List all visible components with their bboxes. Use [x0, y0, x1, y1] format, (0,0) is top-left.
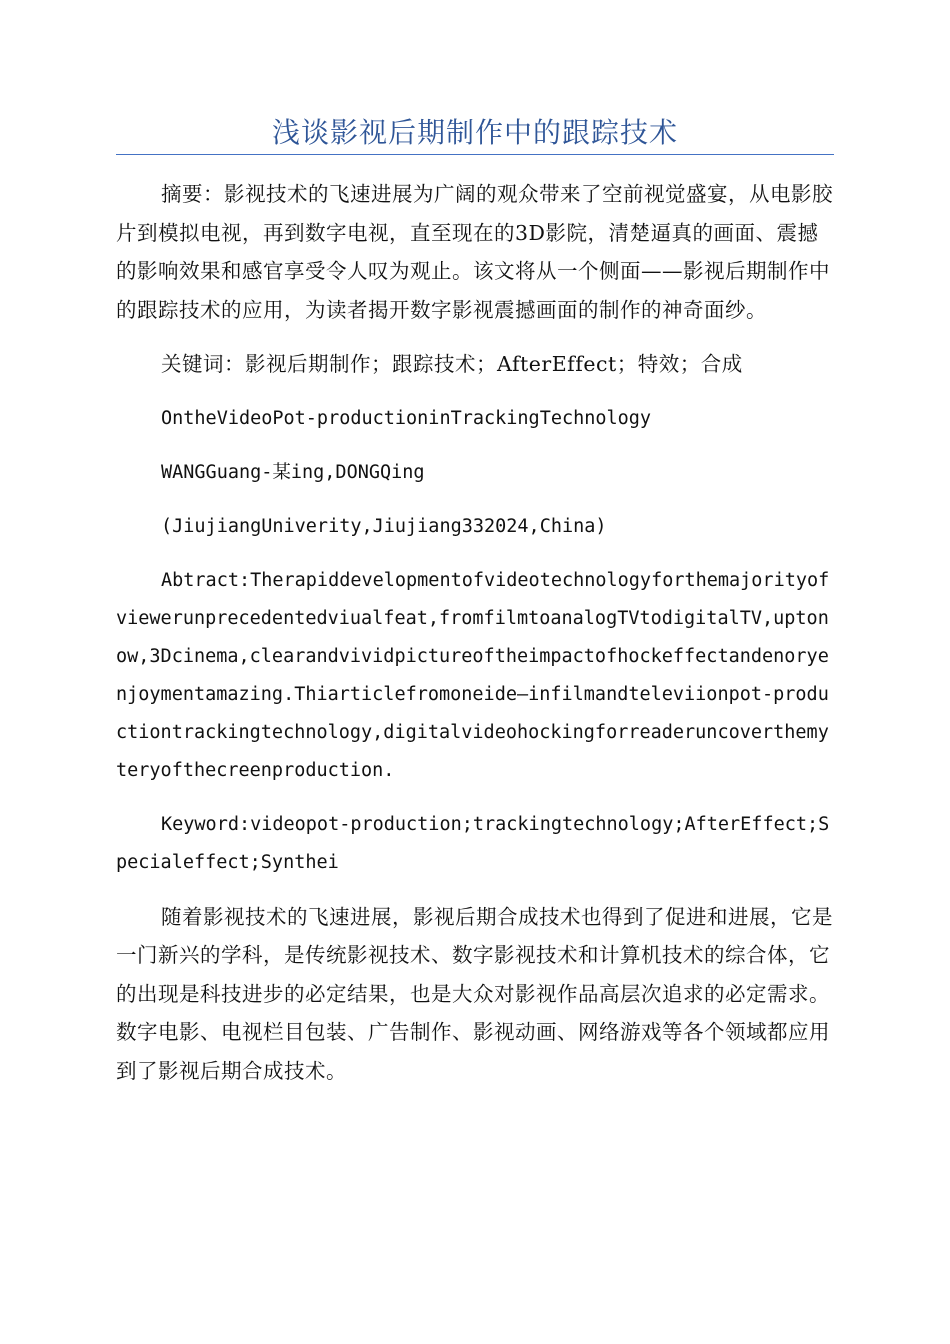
- keywords-cn: 关键词：影视后期制作；跟踪技术；AfterEffect；特效；合成: [161, 352, 743, 376]
- english-title: OntheVideoPot-productioninTrackingTechnology: [161, 407, 652, 429]
- english-authors: WANGGuang-某ing,DONGQing: [161, 461, 425, 483]
- abstract-en: Abtract:Therapiddevelopmentofvideotechnologyforthemajorityofviewerunprecedentedviualfeat,fromfilmtoanalogTVtodigitalTV,uptonow,3Dcinema,clearandvividpictureoftheimpactofhockeffectandenoryenjoymentamazing.Thiarticlefromoneide—infilmandteleviionpot-productiontrackingtechnology,digitalvideohockingforreaderuncoverthemyteryofthecreenproduction.: [116, 569, 830, 781]
- document-title: 浅谈影视后期制作中的跟踪技术: [271, 116, 678, 149]
- keywords-en: Keyword:videopot-production;trackingtechnology;AfterEffect;Specialeffect;Synthei: [116, 813, 830, 873]
- abstract-cn: 摘要：影视技术的飞速进展为广阔的观众带来了空前视觉盛宴，从电影胶片到模拟电视，再到数字电视，直至现在的3D影院，清楚逼真的画面、震撼的影响效果和感官享受令人叹为观止。该文将从一个侧面——影视后期制作中的跟踪技术的应用，为读者揭开数字影视震撼画面的制作的神奇面纱。: [116, 182, 833, 322]
- intro-paragraph: 随着影视技术的飞速进展，影视后期合成技术也得到了促进和进展，它是一门新兴的学科，是传统影视技术、数字影视技术和计算机技术的综合体，它的出现是科技进步的必定结果，也是大众对影视作品高层次追求的必定需求。数字电影、电视栏目包装、广告制作、影视动画、网络游戏等各个领域都应用到了影视后期合成技术。: [116, 904, 833, 1083]
- title-underline: [116, 154, 834, 155]
- english-affiliation: (JiujiangUniverity,Jiujiang332024,China): [161, 515, 607, 537]
- document-body: [116, 175, 834, 1090]
